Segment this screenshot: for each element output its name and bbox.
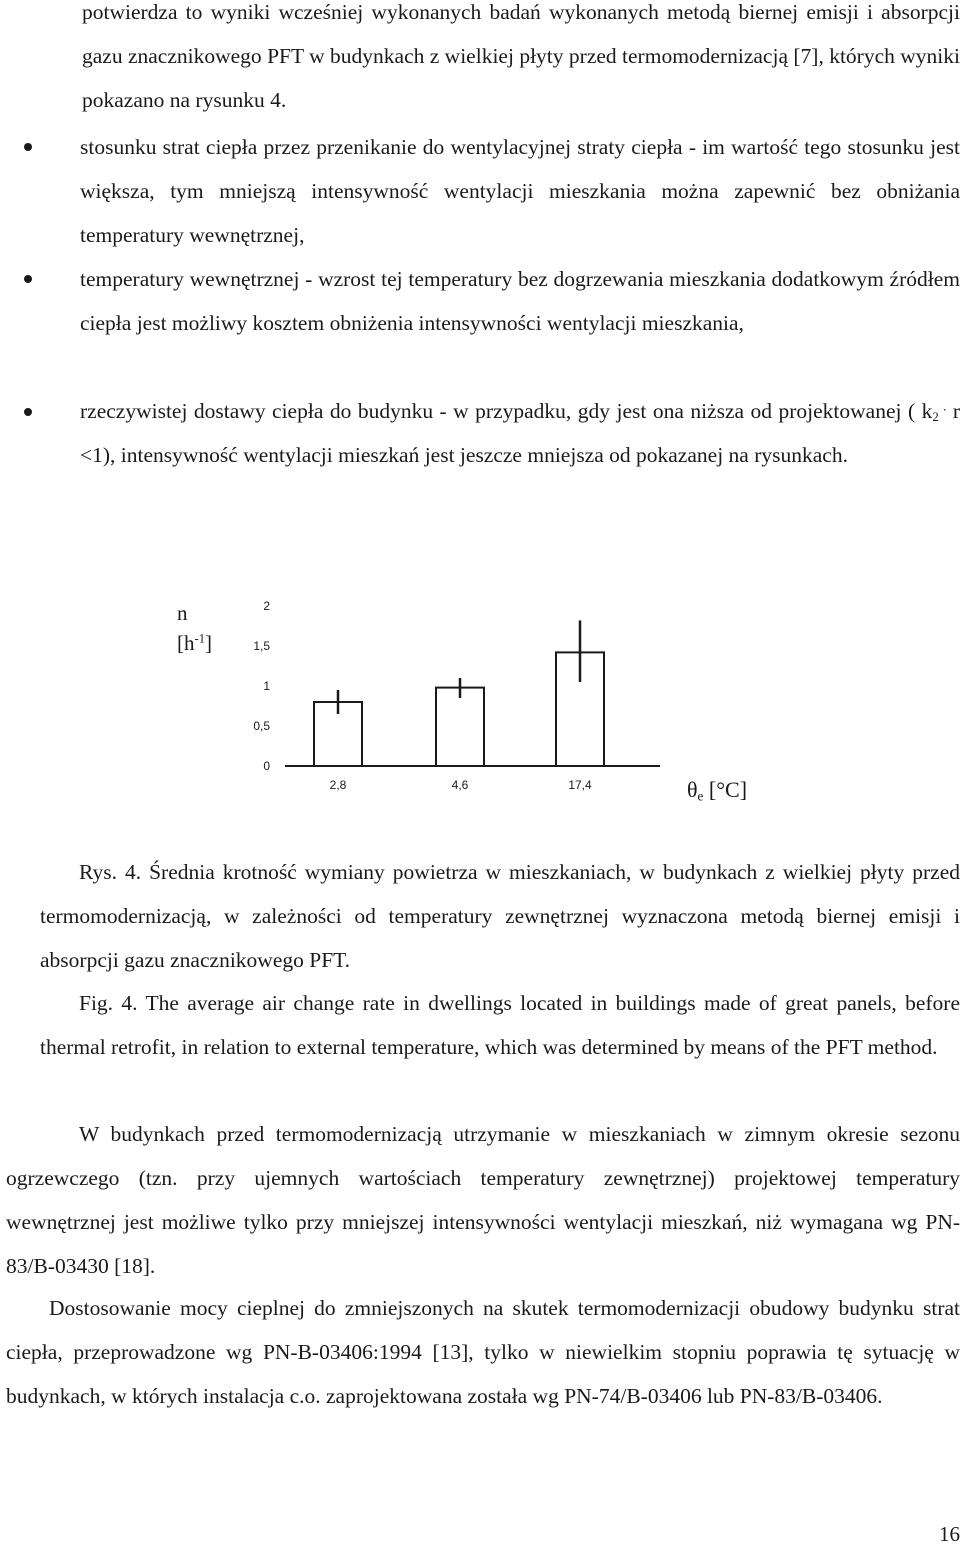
bar-chart — [240, 590, 670, 800]
y-tick-label: 1,5 — [253, 639, 270, 653]
intro-paragraph: potwierdza to wyniki wcześniej wykonanych badań wykonanych metodą biernej emisji i absorpcji gazu znacznikowego PFT w budynkach z wielkiej płyty przed termomodernizacją [7], których wyniki pokazano na rysunku 4. — [82, 0, 960, 112]
body-paragraph: W budynkach przed termomodernizacją utrzymanie w mieszkaniach w zimnym okresie sezonu ogrzewczego (tzn. przy ujemnych wartościach temperatury zewnętrznej) projektowej temperatury wewnętrznej jest możliwe tylko przy mniejszej intensywności wentylacji mieszkań, niż wymagana wg PN-83/B-03430 [18]. — [6, 1122, 960, 1278]
x-tick-label: 2,8 — [329, 778, 347, 792]
x-axis-label — [687, 777, 747, 803]
x-axis-subscript: e — [697, 788, 704, 804]
bullet-dot — [24, 408, 32, 416]
dot-operator: . — [938, 399, 947, 414]
x-axis-unit: [°C] — [703, 777, 748, 802]
x-tick-label: 4,6 — [451, 778, 469, 792]
bullet-text: r <1), intensywność wentylacji mieszkań jest jeszcze mniejsza od pokazanej na rysunkach. — [80, 399, 960, 467]
y-tick-label: 0 — [263, 759, 270, 773]
y-tick-label: 0,5 — [253, 719, 270, 733]
page-number: 16 — [939, 1522, 960, 1546]
bullet-dot — [24, 275, 32, 283]
y-tick-label: 1 — [263, 679, 270, 693]
y-axis-symbol: n — [177, 601, 188, 625]
x-axis-symbol: θ — [687, 777, 698, 802]
y-axis-unit — [177, 630, 212, 656]
bullet-text: rzeczywistej dostawy ciepła do budynku - w przypadku, gdy jest ona niższa od projektowanej ( k — [80, 399, 933, 423]
bullet-item-internal-temperature: temperatury wewnętrznej - wzrost tej temperatury bez dogrzewania mieszkania dodatkowym źródłem ciepła jest możliwy kosztem obniżenia intensywności wentylacji mieszkania, — [80, 267, 960, 335]
x-tick-label: 17,4 — [568, 778, 592, 792]
subscript: 2 — [932, 410, 939, 425]
figure-caption-pl: Rys. 4. Średnia krotność wymiany powietrza w mieszkaniach, w budynkach z wielkiej płyty przed termomodernizacją, w zależności od temperatury zewnętrznej wyznaczona metodą biernej emisji i absorpcji gazu znacznikowego PFT. — [40, 860, 960, 972]
bullet-item-heat-supply — [80, 389, 960, 477]
bullet-dot — [24, 143, 32, 151]
body-paragraph: Dostosowanie mocy cieplnej do zmniejszonych na skutek termomodernizacji obudowy budynku strat ciepła, przeprowadzone wg PN-B-03406:1994 [13], tylko w niewielkim stopniu poprawia tę sytuację w budynkach, w których instalacja c.o. zaprojektowana została wg PN-74/B-03406 lub PN-83/B-03406. — [6, 1296, 960, 1408]
y-axis-unit-base: [h — [177, 631, 195, 655]
bar — [436, 688, 484, 766]
y-axis-unit-exponent: -1 — [194, 631, 205, 646]
figure-caption-en: Fig. 4. The average air change rate in dwellings located in buildings made of great panels, before thermal retrofit, in relation to external temperature, which was determined by means of the PFT method. — [40, 991, 960, 1059]
bullet-item-heat-loss-ratio: stosunku strat ciepła przez przenikanie do wentylacyjnej straty ciepła - im wartość tego stosunku jest większa, tym mniejszą intensywność wentylacji mieszkania można zapewnić bez obniżania temperatury wewnętrznej, — [80, 135, 960, 247]
y-tick-label: 2 — [263, 599, 270, 613]
y-axis-unit-end: ] — [205, 631, 212, 655]
